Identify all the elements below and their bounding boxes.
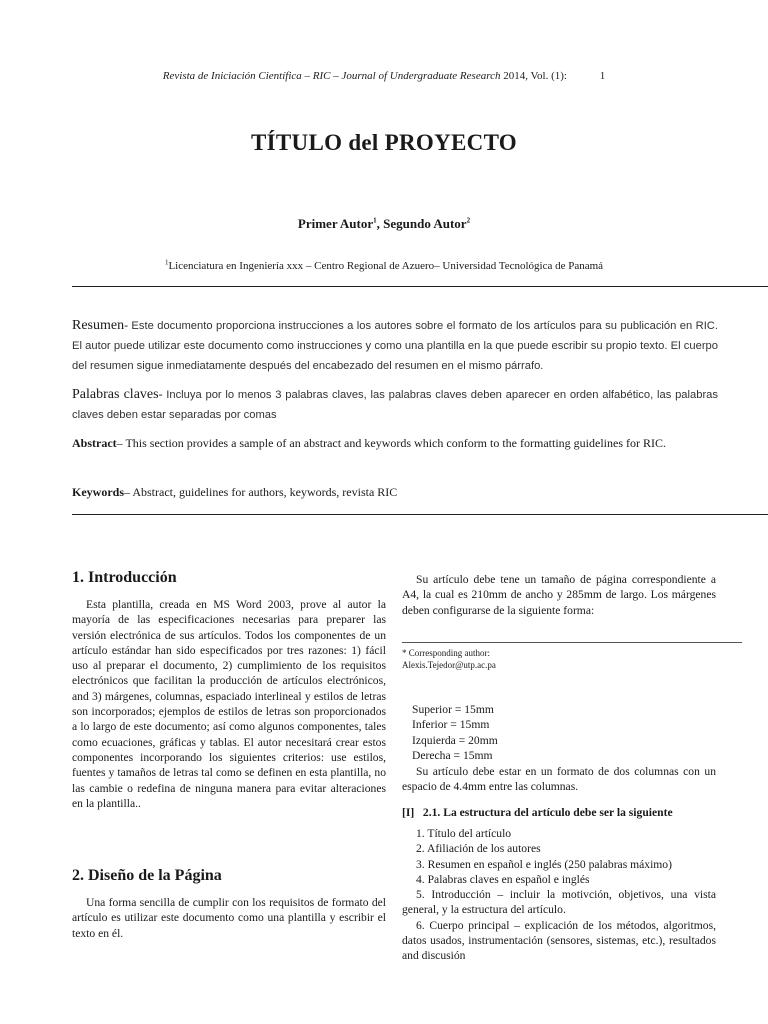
palabras-claves-paragraph <box>72 385 718 425</box>
resumen-label: Resumen <box>72 318 125 333</box>
introduccion-paragraph: Esta plantilla, creada en MS Word 2003, prove al autor la mayoría de las especificaciones necesarias para preparer las versión electrónica de sus artículos. Todos los componentes de un artículo estándar han sido especificados por tres razones: 1) fácil uso al preparar el documento, 2) cumplimiento de los requisitos electrónicos que facilitan la producción de artículos electrónicos, and 3) márgenes, columnas, espaciado interlineal y estilos de letras son incorporados; ejemplos de estilos de letras son proporcionados a lo largo de este documento; así como algunos componentes, tales como ecuaciones, gráficas y tablas. El autor necesitará crear estos componentes incorporando los siguientes criterios: use estilos, fuentes y tamaños de letras tal como se definen en esta plantilla, no las cambie o redefina de ninguna manera para evitar alteraciones en la plantilla.. <box>72 598 386 810</box>
section-heading-introduccion: 1. Introducción <box>72 569 177 586</box>
paper-title: TÍTULO del PROYECTO <box>251 130 517 155</box>
affiliation-text: Licenciatura en Ingeniería xxx – Centro Regional de Azuero– Universidad Tecnológica de Panamá <box>168 260 604 272</box>
page-size-paragraph: Su artículo debe tene un tamaño de página correspondiente a A4, la cual es 210mm de ancho y 285mm de largo. Los márgenes deben configurarse de la siguiente forma: <box>402 573 716 617</box>
subsection-heading-estructura: [I] 2.1. La estructura del artículo debe ser la siguiente <box>402 806 673 819</box>
diseno-paragraph: Una forma sencilla de cumplir con los requisitos de formato del artículo es utilizar este documento como una plantilla y escribir el texto en él. <box>72 896 386 940</box>
affiliation <box>0 260 768 272</box>
second-author-sup: 2 <box>466 216 471 225</box>
bottom-divider <box>72 514 768 515</box>
footnote <box>402 647 716 671</box>
footnote-divider <box>402 642 742 643</box>
resumen-paragraph <box>72 316 718 376</box>
palabras-claves-dash: - <box>158 387 167 401</box>
journal-year-volume: 2014, Vol. (1): <box>503 70 567 82</box>
palabras-claves-text: Incluya por lo menos 3 palabras claves, las palabras claves deben aparecer en orden alfabético, las palabras claves deben estar separadas por comas <box>72 389 718 421</box>
author-line <box>0 216 768 232</box>
structure-item: 4. Palabras claves en español e inglés <box>416 872 590 886</box>
margins-list <box>402 702 726 763</box>
structure-item: 6. Cuerpo principal – explicación de los métodos, algoritmos, datos usados, instrumentación (sensores, sistemas, etc.), resultados and discusión <box>402 918 716 963</box>
margin-inferior: Inferior = 15mm <box>412 718 490 732</box>
page-number: 1 <box>599 70 606 82</box>
second-author: Segundo Autor <box>383 216 467 231</box>
keywords-dash: – <box>124 485 133 499</box>
margin-superior: Superior = 15mm <box>412 703 494 716</box>
abstract-dash: – <box>116 436 126 450</box>
footnote-email: Alexis.Tejedor@utp.ac.pa <box>402 660 496 670</box>
margin-derecha: Derecha = 15mm <box>412 748 493 762</box>
first-author: Primer Autor <box>297 216 374 231</box>
structure-item: 5. Introducción – incluir la motivción, objetivos, una vista general, y la estructura del artículo. <box>402 888 716 917</box>
footnote-corresponding-author: * Corresponding author: <box>402 648 490 658</box>
resumen-dash: - <box>124 318 132 332</box>
first-author-sup: 1 <box>373 216 377 225</box>
journal-name: Revista de Iniciación Científica – RIC – Journal of Undergraduate Research <box>162 70 501 82</box>
margin-izquierda: Izquierda = 20mm <box>412 733 498 747</box>
abstract-paragraph <box>72 434 718 453</box>
abstract-text: This section provides a sample of an abstract and keywords which conform to the formatting guidelines for RIC. <box>125 436 666 450</box>
keywords-text: Abstract, guidelines for authors, keywords, revista RIC <box>132 485 398 499</box>
keywords-paragraph <box>72 483 718 502</box>
running-header <box>0 70 768 82</box>
columns-paragraph: Su artículo debe estar en un formato de dos columnas con un espacio de 4.4mm entre las columnas. <box>402 765 716 794</box>
structure-item: 1. Título del artículo <box>416 827 512 840</box>
top-divider <box>72 286 768 287</box>
structure-item: 3. Resumen en español e inglés (250 palabras máximo) <box>416 857 672 871</box>
author-separator: , <box>376 216 384 231</box>
affiliation-sup: 1 <box>164 258 169 267</box>
resumen-text: Este documento proporciona instrucciones a los autores sobre el formato de los artículos para su publicación en RIC. El autor puede utilizar este documento como instrucciones y como una plantilla en la que puede escribir su propio texto. El cuerpo del resumen sigue inmediatamente después del encabezado del resumen en el mismo párrafo. <box>72 320 718 372</box>
section-heading-diseno: 2. Diseño de la Página <box>72 867 222 884</box>
abstract-label: Abstract <box>72 436 117 450</box>
structure-item: 2. Afiliación de los autores <box>416 842 541 856</box>
structure-list <box>402 826 716 964</box>
keywords-label: Keywords <box>72 485 124 499</box>
palabras-claves-label: Palabras claves <box>72 387 159 402</box>
